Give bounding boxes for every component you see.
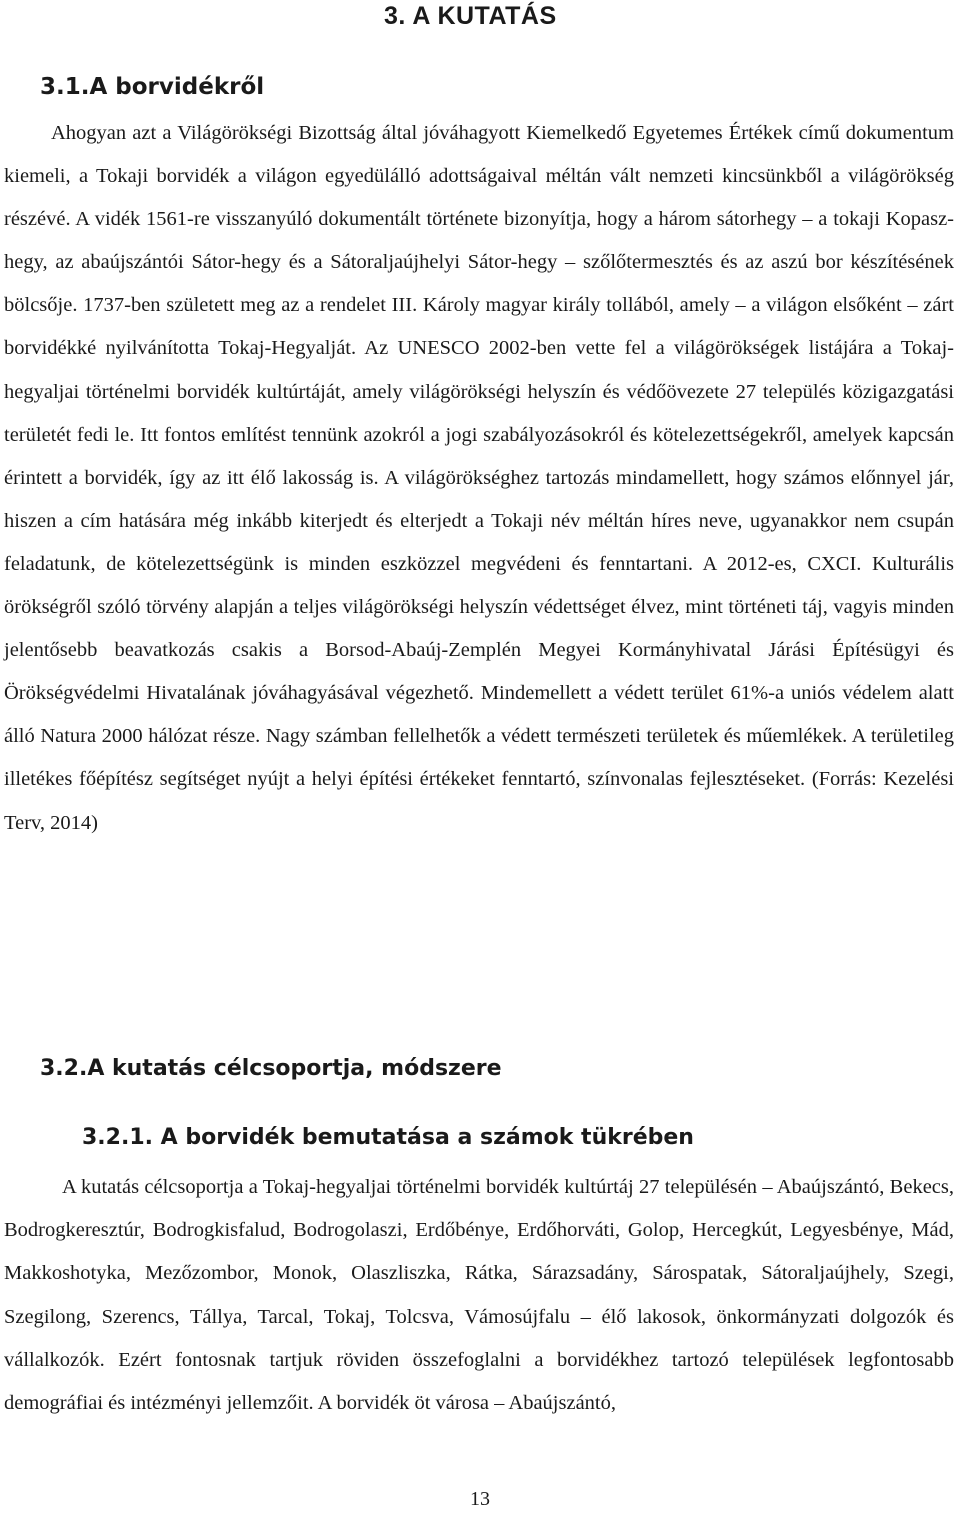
section-heading-3-1: 3.1.A borvidékről: [40, 74, 265, 100]
section-heading-3-2: 3.2.A kutatás célcsoportja, módszere: [40, 1056, 502, 1081]
section-3-2-1-paragraph: A kutatás célcsoportja a Tokaj-hegyaljai történelmi borvidék kultúrtáj 27 településén – Abaújszántó, Bekecs, Bodrogkeresztúr, Bodrogkisfalud, Bodrogolaszi, Erdőbénye, Erdőhorváti, Golop, Hercegkút, Legyesbénye, Mád, Makkoshotyka, Mezőzombor, Monok, Olaszliszka, Rátka, Sárazsadány, Sárospatak, Sátoraljaújhely, Szegi, Szegilong, Szerencs, Tállya, Tarcal, Tokaj, Tolcsva, Vámosújfalu – élő lakosok, önkormányzati dolgozók és vállalkozók. Ezért fontosnak tartjuk röviden összefoglalni a borvidékhez tartozó települések legfontosabb demográfiai és intézményi jellemzőit. A borvidék öt városa – Abaújszántó,: [4, 1176, 954, 1415]
section-heading-3-2-1: 3.2.1. A borvidék bemutatása a számok tükrében: [82, 1125, 694, 1150]
chapter-title: 3. A KUTATÁS: [384, 2, 557, 30]
page-number: 13: [470, 1488, 490, 1510]
section-3-1-paragraph: Ahogyan azt a Világörökségi Bizottság által jóváhagyott Kiemelkedő Egyetemes Értékek című dokumentum kiemeli, a Tokaji borvidék a világon egyedülálló adottságaival méltán vált nemzeti kincsünkből a világörökség részévé. A vidék 1561-re visszanyúló dokumentált története bizonyítja, hogy a három sátorhegy – a tokaji Kopasz-hegy, az abaújszántói Sátor-hegy és a Sátoraljaújhelyi Sátor-hegy – szőlőtermesztés és az aszú bor készítésének bölcsője. 1737-ben született meg az a rendelet III. Károly magyar király tollából, amely – a világon elsőként – zárt borvidékké nyilvánította Tokaj-Hegyalját. Az UNESCO 2002-ben vette fel a világörökségek listájára a Tokaj-hegyaljai történelmi borvidék kultúrtáját, amely világörökségi helyszín és védőövezete 27 település közigazgatási területét fedi le. Itt fontos említést tennünk azokról a jogi szabályozásokról és kötelezettségekről, amelyek kapcsán érintett a borvidék, így az itt élő lakosság is. A világörökséghez tartozás mindamellett, hogy számos előnnyel jár, hiszen a cím hatására még inkább kiterjedt és elterjedt a Tokaji név méltán híres neve, ugyanakkor nem csupán feladatunk, de kötelezettségünk is minden eszközzel megvédeni és fenntartani. A 2012-es, CXCI. Kulturális örökségről szóló törvény alapján a teljes világörökségi helyszín védettséget élvez, mint történeti táj, vagyis minden jelentősebb beavatkozás csakis a Borsod-Abaúj-Zemplén Megyei Kormányhivatal Járási Építésügyi és Örökségvédelmi Hivatalának jóváhagyásával végezhető. Mindemellett a védett terület 61%-a uniós védelem alatt álló Natura 2000 hálózat része. Nagy számban fellelhetők a védett természeti területek és műemlékek. A területileg illetékes főépítész segítséget nyújt a helyi építési értékeket fenntartó, színvonalas fejlesztéseket. (Forrás: Kezelési Terv, 2014): [4, 122, 954, 834]
